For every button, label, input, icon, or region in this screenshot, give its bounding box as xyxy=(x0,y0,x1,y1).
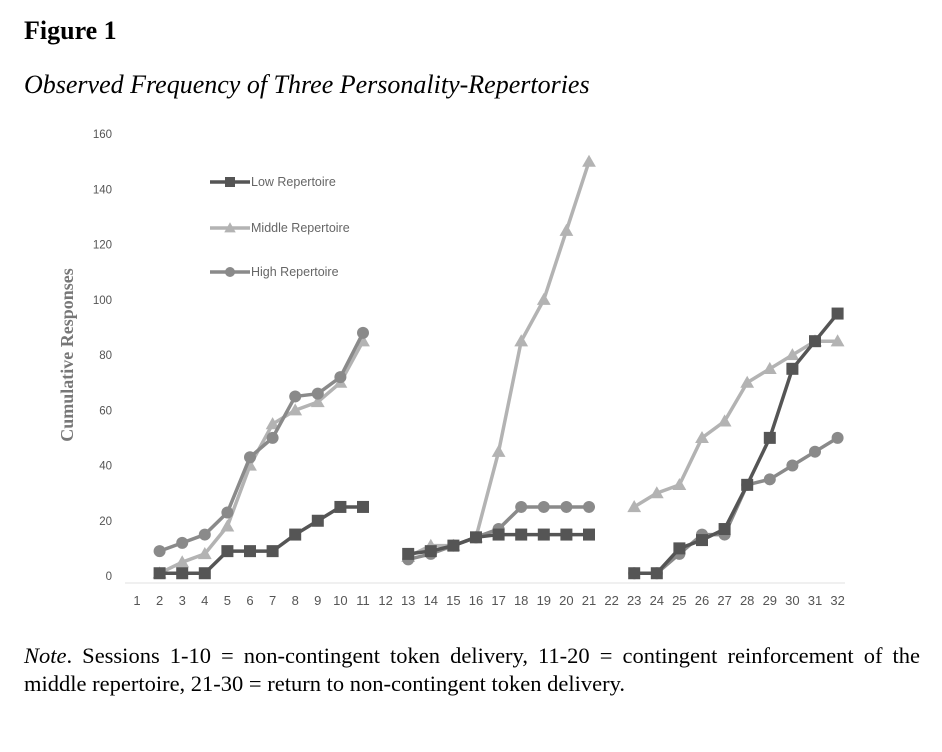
x-tick-label: 27 xyxy=(717,593,732,608)
low-repertoire-point xyxy=(221,545,233,557)
low-repertoire-point xyxy=(786,363,798,375)
low-repertoire-point xyxy=(809,335,821,347)
high-repertoire-point xyxy=(809,446,821,458)
low-repertoire-point xyxy=(199,567,211,579)
low-repertoire-point xyxy=(583,529,595,541)
high-repertoire-point xyxy=(312,388,324,400)
y-tick-label: 40 xyxy=(99,460,112,473)
low-repertoire-point xyxy=(402,548,414,560)
y-tick-label: 20 xyxy=(99,515,112,528)
x-tick-label: 1 xyxy=(133,593,141,608)
middle-repertoire-point xyxy=(492,445,506,457)
x-tick-label: 25 xyxy=(672,593,687,608)
high-repertoire-point xyxy=(832,432,844,444)
x-tick-label: 22 xyxy=(604,593,619,608)
middle-repertoire-line xyxy=(634,341,837,507)
low-repertoire-point xyxy=(832,308,844,320)
x-tick-label: 9 xyxy=(314,593,322,608)
middle-repertoire-point xyxy=(537,293,551,305)
high-repertoire-point xyxy=(334,371,346,383)
low-repertoire-point xyxy=(334,501,346,513)
x-tick-label: 7 xyxy=(268,593,277,608)
series-group xyxy=(153,155,845,580)
high-repertoire-point xyxy=(786,460,798,472)
low-repertoire-point xyxy=(719,523,731,535)
high-repertoire-point xyxy=(199,529,211,541)
low-repertoire-point xyxy=(312,515,324,527)
x-tick-label: 31 xyxy=(807,593,823,608)
legend-label: Low Repertoire xyxy=(251,175,336,189)
x-tick-label: 10 xyxy=(333,593,348,608)
x-tick-label: 18 xyxy=(513,593,529,608)
low-repertoire-point xyxy=(764,432,776,444)
x-tick-label: 30 xyxy=(785,593,800,608)
high-repertoire-point xyxy=(267,432,279,444)
high-repertoire-point xyxy=(357,327,369,339)
middle-repertoire-point xyxy=(740,376,754,388)
low-repertoire-point xyxy=(357,501,369,513)
low-repertoire-point xyxy=(538,529,550,541)
figure-label: Figure 1 xyxy=(24,16,117,45)
x-tick-label: 11 xyxy=(356,593,370,608)
legend-label: Middle Repertoire xyxy=(251,221,350,235)
middle-repertoire-line xyxy=(408,162,589,557)
x-tick-label: 21 xyxy=(581,593,597,608)
high-repertoire-point xyxy=(289,390,301,402)
high-repertoire-point xyxy=(560,501,572,513)
low-repertoire-point xyxy=(515,529,527,541)
low-repertoire-point xyxy=(560,529,572,541)
y-tick-label: 0 xyxy=(105,571,112,583)
low-repertoire-point xyxy=(176,567,188,579)
x-tick-label: 5 xyxy=(223,593,232,608)
low-repertoire-point xyxy=(154,567,166,579)
middle-repertoire-point xyxy=(763,362,777,374)
y-tick-label: 140 xyxy=(92,184,112,197)
figure-title: Observed Frequency of Three Personality-Repertories xyxy=(24,70,590,99)
low-repertoire-point xyxy=(244,545,256,557)
low-repertoire-point xyxy=(628,567,640,579)
middle-repertoire-point xyxy=(627,500,641,512)
low-repertoire-point xyxy=(493,529,505,541)
middle-repertoire-point xyxy=(514,334,528,346)
middle-repertoire-point xyxy=(786,348,800,360)
x-tick-label: 23 xyxy=(626,593,642,608)
y-tick-label: 160 xyxy=(92,129,112,141)
middle-repertoire-point xyxy=(582,155,596,167)
high-repertoire-point xyxy=(538,501,550,513)
low-repertoire-point xyxy=(425,545,437,557)
middle-repertoire-point xyxy=(560,224,574,236)
low-repertoire-point xyxy=(696,534,708,546)
x-tick-label: 32 xyxy=(830,593,845,608)
legend xyxy=(210,175,350,279)
note-prefix: Note xyxy=(24,643,67,668)
figure-note xyxy=(24,642,920,698)
x-tick-label: 3 xyxy=(178,593,186,608)
x-tick-label: 19 xyxy=(536,593,552,608)
middle-repertoire-point xyxy=(221,519,235,531)
x-tick-label: 4 xyxy=(201,593,209,608)
legend-item-low-repertoire xyxy=(210,175,336,189)
x-tick-label: 6 xyxy=(246,593,254,608)
x-tick-label: 17 xyxy=(491,593,506,608)
x-axis-ticks xyxy=(133,593,844,608)
high-repertoire-point xyxy=(176,537,188,549)
low-repertoire-point xyxy=(741,479,753,491)
low-repertoire-line xyxy=(634,314,837,574)
x-tick-label: 29 xyxy=(762,593,778,608)
y-axis-ticks xyxy=(93,129,112,583)
low-repertoire-point xyxy=(651,567,663,579)
middle-repertoire-series xyxy=(153,155,845,579)
x-tick-label: 28 xyxy=(739,593,755,608)
high-repertoire-point xyxy=(764,473,776,485)
low-repertoire-point xyxy=(289,529,301,541)
y-tick-label: 100 xyxy=(92,294,112,307)
high-repertoire-point xyxy=(244,451,256,463)
low-repertoire-point xyxy=(470,531,482,543)
x-tick-label: 15 xyxy=(446,593,461,608)
x-tick-label: 20 xyxy=(559,593,574,608)
y-tick-label: 80 xyxy=(99,350,112,362)
x-tick-label: 12 xyxy=(378,593,393,608)
y-axis-label: Cumulative Responses xyxy=(57,268,77,442)
legend-item-high-repertoire xyxy=(210,265,339,279)
high-repertoire-point xyxy=(154,545,166,557)
note-text: . Sessions 1-10 = non-contingent token delivery, 11-20 = contingent reinforcement of the middle repertoire, 21-30 = return to non-contingent token delivery. xyxy=(24,643,920,696)
legend-marker xyxy=(225,267,235,277)
high-repertoire-point xyxy=(583,501,595,513)
legend-marker xyxy=(225,177,235,187)
legend-label: High Repertoire xyxy=(251,265,339,279)
x-tick-label: 26 xyxy=(694,593,710,608)
low-repertoire-point xyxy=(447,540,459,552)
x-tick-label: 14 xyxy=(423,593,439,608)
y-tick-label: 60 xyxy=(99,405,112,418)
high-repertoire-point xyxy=(221,506,233,518)
y-tick-label: 120 xyxy=(92,239,112,252)
x-tick-label: 2 xyxy=(155,593,164,608)
x-tick-label: 8 xyxy=(291,593,299,608)
x-tick-label: 13 xyxy=(400,593,416,608)
low-repertoire-point xyxy=(267,545,279,557)
x-tick-label: 24 xyxy=(649,593,665,608)
middle-repertoire-point xyxy=(673,478,687,490)
low-repertoire-point xyxy=(673,542,685,554)
high-repertoire-point xyxy=(515,501,527,513)
legend-item-middle-repertoire xyxy=(210,221,350,235)
x-tick-label: 16 xyxy=(468,593,484,608)
